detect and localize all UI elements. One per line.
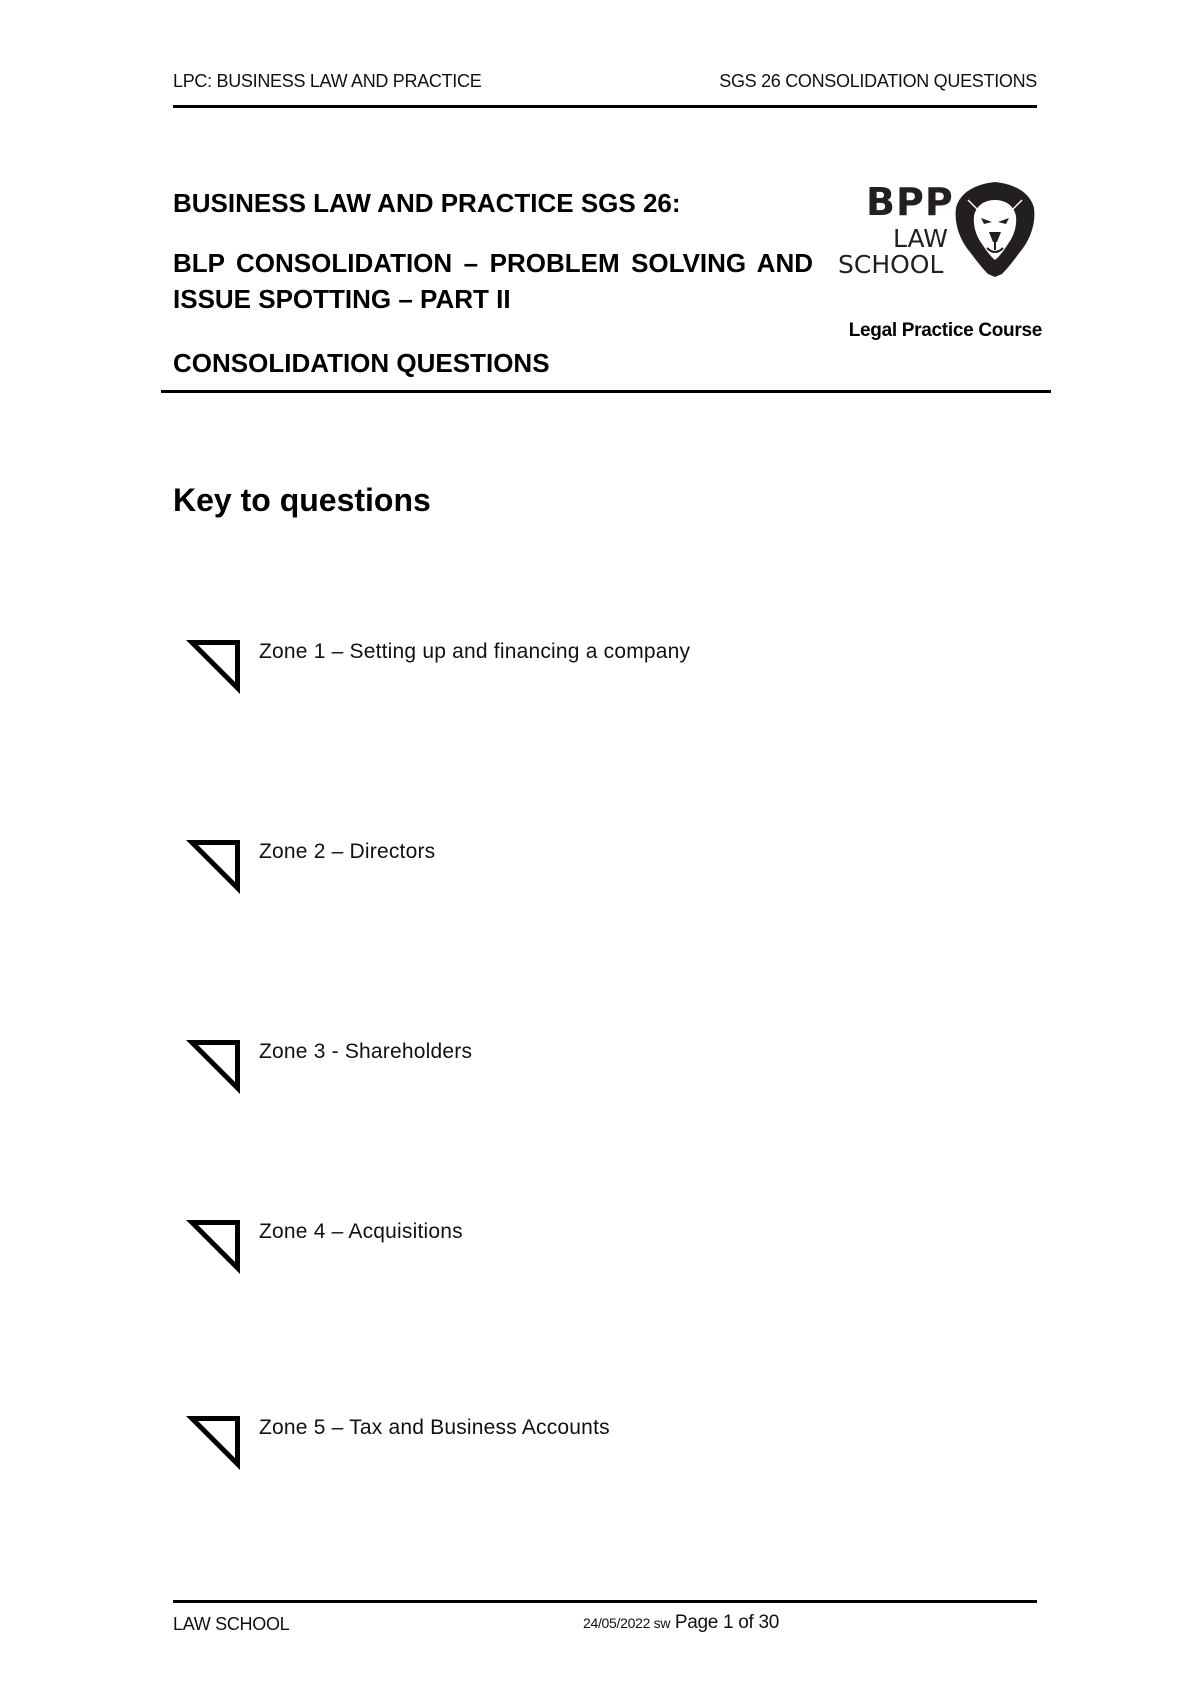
- key-heading: Key to questions: [173, 482, 431, 518]
- zone-item-2: [184, 838, 984, 898]
- running-header-right: SGS 26 CONSOLIDATION QUESTIONS: [719, 71, 1037, 91]
- triangle-marker-icon: [184, 838, 242, 896]
- footer-page-info: [583, 1612, 779, 1634]
- triangle-marker-icon: [184, 638, 242, 696]
- bpp-law-school-logo: [836, 182, 1036, 282]
- zone-item-1: [184, 638, 984, 698]
- document-title: BUSINESS LAW AND PRACTICE SGS 26:: [173, 188, 681, 218]
- logo-brand-text: BPP: [866, 180, 954, 224]
- footer-date-initials: 24/05/2022 sw: [583, 1615, 671, 1631]
- lion-head-icon: [954, 180, 1036, 278]
- zone-label: Zone 3 - Shareholders: [259, 1040, 473, 1063]
- zone-label: Zone 1 – Setting up and financing a company: [259, 640, 691, 663]
- zone-label: Zone 2 – Directors: [259, 840, 436, 863]
- course-label: Legal Practice Course: [848, 320, 1042, 341]
- logo-school-text: SCHOOL: [838, 250, 944, 279]
- document-section-title: CONSOLIDATION QUESTIONS: [173, 348, 550, 378]
- running-header-left: LPC: BUSINESS LAW AND PRACTICE: [173, 71, 482, 91]
- triangle-marker-icon: [184, 1218, 242, 1276]
- zone-item-4: [184, 1218, 984, 1278]
- document-subtitle: BLP CONSOLIDATION – PROBLEM SOLVING AND ISSUE SPOTTING – PART II: [173, 248, 813, 314]
- zone-label: Zone 5 – Tax and Business Accounts: [259, 1416, 610, 1439]
- triangle-marker-icon: [184, 1414, 242, 1472]
- footer-left: LAW SCHOOL: [173, 1614, 290, 1634]
- footer-page-number: Page 1 of 30: [674, 1612, 780, 1633]
- logo-law-text: LAW: [893, 224, 948, 253]
- running-header: [173, 69, 1037, 93]
- zone-item-3: [184, 1038, 984, 1098]
- header-rule: [173, 105, 1037, 108]
- zone-label: Zone 4 – Acquisitions: [259, 1220, 463, 1243]
- footer-rule: [173, 1600, 1037, 1603]
- triangle-marker-icon: [184, 1038, 242, 1096]
- title-rule: [161, 390, 1051, 393]
- zone-item-5: [184, 1414, 984, 1474]
- page-footer: [173, 1612, 1037, 1638]
